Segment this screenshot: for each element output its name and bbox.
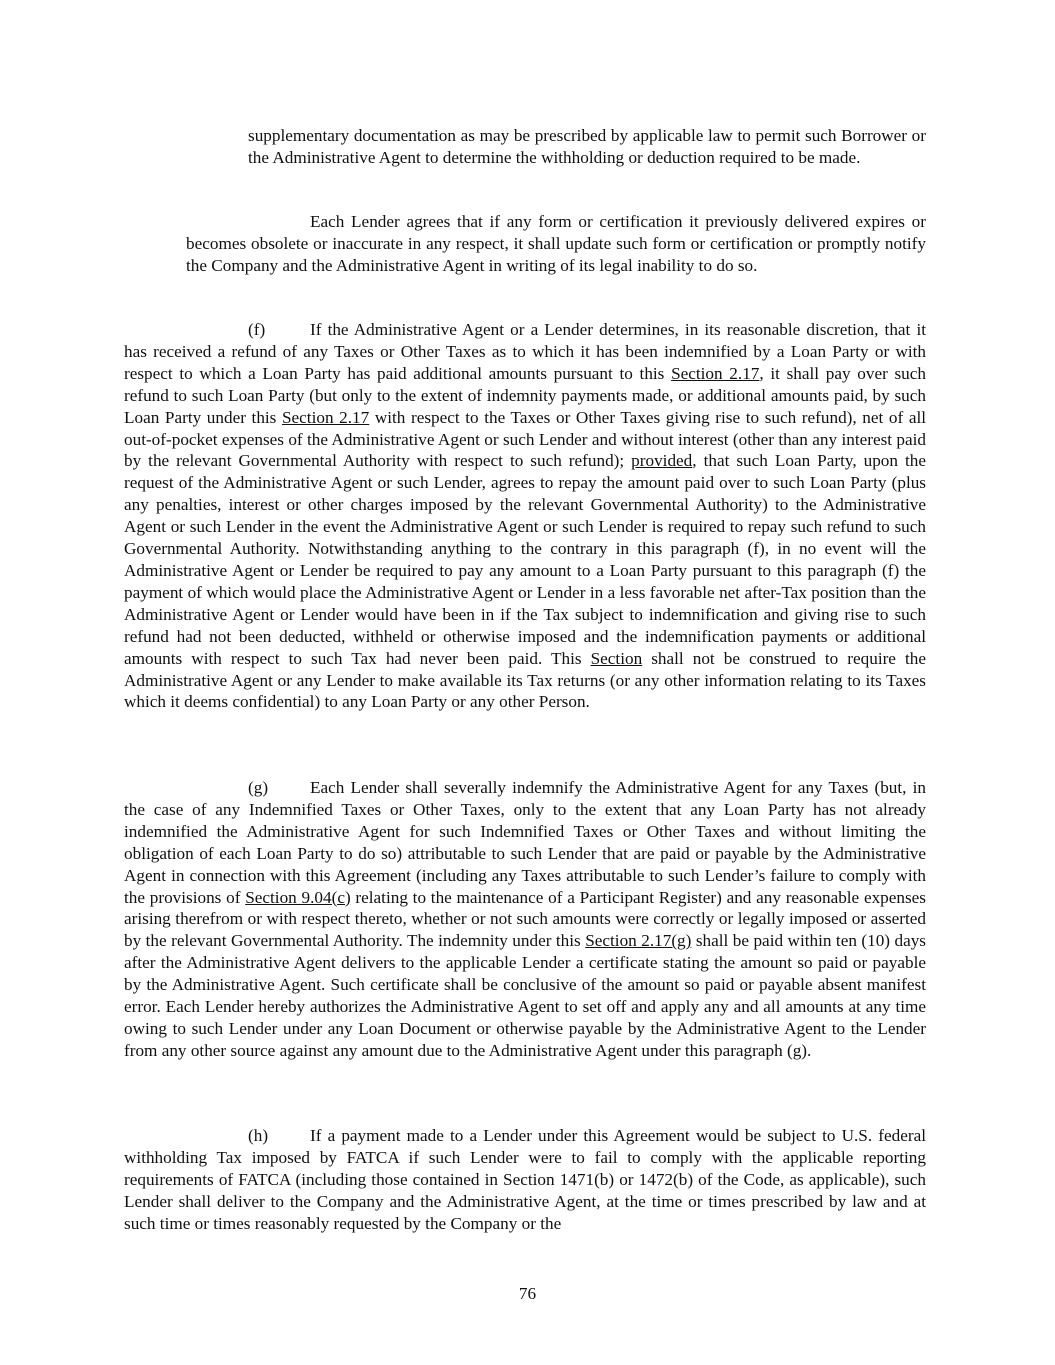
page-number: 76 [518, 1284, 537, 1303]
paragraph-continuation [248, 125, 926, 169]
paragraph-text: , that such Loan Party, upon the request of the Administrative Agent or such Lender, agrees to repay the amount paid over to such Loan Party (plus any penalties, interest or other charges imposed by the relevant Governmental Authority) to the Administrative Agent or such Lender in the event the Administrative Agent or such Lender is required to repay such refund to such Governmental Authority. Notwithstanding anything to the contrary in this paragraph (f), in no event will the Administrative Agent or Lender be required to pay any amount to a Loan Party pursuant to this paragraph (f) the payment of which would place the Administrative Agent or Lender in a less favorable net after-Tax position than the Administrative Agent or Lender would have been in if the Tax subject to indemnification and giving rise to such refund had not been deducted, withheld or otherwise imposed and the indemnification payments or additional amounts with respect to such Tax had never been paid. This [124, 451, 926, 668]
paragraph-text: relating to the maintenance of a Participant Register) and any reasonable expenses arising therefrom or with respect thereto, whether or not such amounts were correctly or legally imposed or asserted by the relevant Governmental Authority. The indemnity under this [124, 887, 926, 951]
paragraph-g [124, 777, 926, 1062]
paragraph-text: If the Administrative Agent or a Lender determines, in its reasonable discretion, that it has received a refund of any Taxes or Other Taxes as to which it has been indemnified by a Loan Party or with respect to which a Loan Party has paid additional amounts pursuant to this [124, 320, 926, 383]
paragraph-text: with respect to the Taxes or Other Taxes giving rise to such refund), net of all out-of-pocket expenses of the Administrative Agent or such Lender and without interest (other than any interest paid by the relevant Governmental Authority with respect to such refund); [124, 407, 926, 471]
paragraph-text: , it shall pay over such refund to such Loan Party (but only to the extent of indemnity payments made, or additional amounts paid, by such Loan Party under this [124, 363, 926, 427]
paragraph-label: (g) [248, 778, 269, 797]
paragraph-label: (f) [248, 320, 266, 339]
paragraph-h [124, 1125, 926, 1235]
paragraph-text: Each Lender shall severally indemnify the Administrative Agent for any Taxes (but, in the case of any Indemnified Taxes or Other Taxes, only to the extent that any Loan Party has not already indemnified the Administrative Agent for such Indemnified Taxes or Other Taxes and without limiting the obligation of each Loan Party to do so) attributable to such Lender that are paid or payable by the Administrative Agent in connection with this Agreement (including any Taxes attributable to such Lender’s failure to comply with the provisions of [124, 778, 926, 907]
section-reference: Section 9.04(c) [245, 887, 351, 907]
paragraph-text: shall not be construed to require the Administrative Agent or any Lender to make available its Tax returns (or any other information relating to its Taxes which it deems confidential) to any Loan Party or any other Person. [124, 648, 926, 712]
section-reference: Section 2.17(g) [585, 931, 692, 951]
paragraph-text: shall be paid within ten (10) days after the Administrative Agent delivers to the applicable Lender a certificate stating the amount so paid or payable by the Administrative Agent. Such certificate shall be conclusive of the amount so paid or payable absent manifest error. Each Lender hereby authorizes the Administrative Agent to set off and apply any and all amounts at any time owing to such Lender under any Loan Document or otherwise payable by the Administrative Agent to the Lender from any other source against any amount due to the Administrative Agent under this paragraph (g). [124, 931, 926, 1060]
paragraph-text: Each Lender agrees that if any form or certification it previously delivered expires or becomes obsolete or inaccurate in any respect, it shall update such form or certification or promptly notify the Company and the Administrative Agent in writing of its legal inability to do so. [186, 212, 926, 275]
paragraph-text: If a payment made to a Lender under this Agreement would be subject to U.S. federal withholding Tax imposed by FATCA if such Lender were to fail to comply with the applicable reporting requirements of FATCA (including those contained in Section 1471(b) or 1472(b) of the Code, as applicable), such Lender shall deliver to the Company and the Administrative Agent, at the time or times prescribed by law and at such time or times reasonably requested by the Company or the [124, 1126, 926, 1233]
section-reference: Section [590, 648, 643, 668]
paragraph-f [124, 319, 926, 713]
section-reference: Section 2.17 [671, 363, 760, 383]
paragraph-label: (h) [248, 1126, 269, 1145]
provided-term: provided [631, 451, 693, 471]
paragraph-text: supplementary documentation as may be prescribed by applicable law to permit such Borrower or the Administrative Agent to determine the withholding or deduction required to be made. [248, 126, 926, 167]
section-reference: Section 2.17 [281, 407, 370, 427]
paragraph-form-update [186, 211, 926, 277]
